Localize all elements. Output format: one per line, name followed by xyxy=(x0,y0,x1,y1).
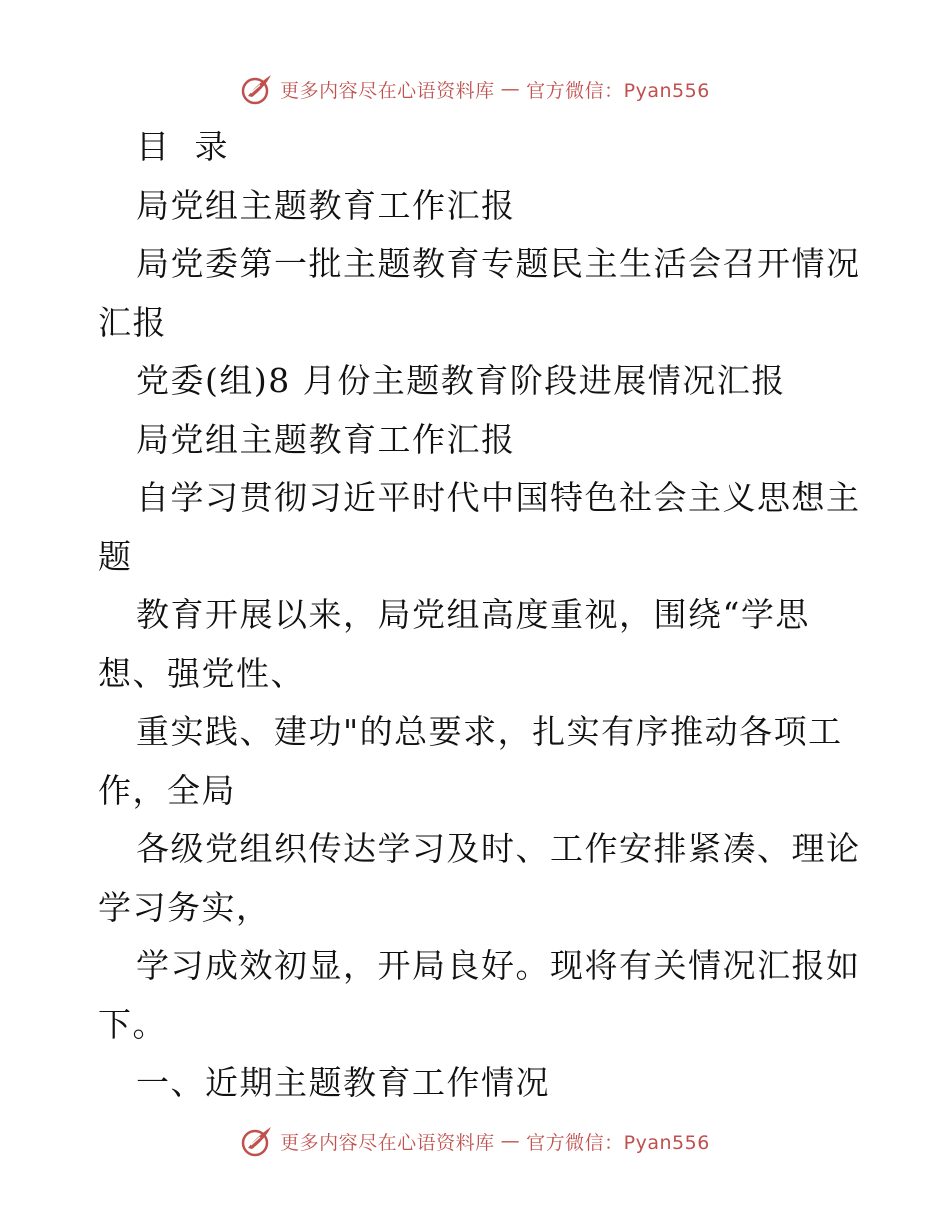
watermark-separator: — xyxy=(500,78,521,100)
paragraph-line: 学习务实， xyxy=(98,887,271,927)
quill-pen-logo-icon xyxy=(240,1124,274,1158)
toc-item: 局党委第一批主题教育专题民主生活会召开情况 xyxy=(136,244,861,283)
paragraph-line: 下。 xyxy=(98,1004,167,1044)
document-body xyxy=(98,118,861,1113)
header-watermark xyxy=(0,72,950,106)
watermark-wechat: 官方微信：Pyan556 xyxy=(526,79,710,102)
paragraph-line: 学习成效初显，开局良好。现将有关情况汇报如 xyxy=(136,946,861,985)
paragraph-line: 重实践、建功"的总要求，扎实有序推动各项工 xyxy=(136,712,843,751)
toc-heading: 目 录 xyxy=(136,127,229,166)
paragraph-line: 自学习贯彻习近平时代中国特色社会主义思想主 xyxy=(136,478,861,517)
watermark-text: 更多内容尽在心语资料库 xyxy=(280,1131,495,1154)
watermark-text: 更多内容尽在心语资料库 xyxy=(280,79,495,102)
section-title: 局党组主题教育工作汇报 xyxy=(136,419,516,459)
toc-item: 局党组主题教育工作汇报 xyxy=(136,185,516,225)
footer-watermark xyxy=(0,1124,950,1158)
paragraph-line: 作，全局 xyxy=(98,770,236,810)
watermark-separator: — xyxy=(500,1130,521,1152)
section-heading: 一、近期主题教育工作情况 xyxy=(136,1063,550,1102)
paragraph-line: 各级党组织传达学习及时、工作安排紧凑、理论 xyxy=(136,829,861,868)
watermark-wechat: 官方微信：Pyan556 xyxy=(526,1131,710,1154)
paragraph-line: 想、强党性、 xyxy=(98,653,305,693)
paragraph-line: 题 xyxy=(98,536,133,576)
paragraph-line: 教育开展以来，局党组高度重视，围绕“学思 xyxy=(136,595,810,634)
quill-pen-logo-icon xyxy=(240,72,274,106)
toc-item: 党委(组)8 月份主题教育阶段进展情况汇报 xyxy=(136,361,786,400)
toc-item-continuation: 汇报 xyxy=(98,302,167,342)
